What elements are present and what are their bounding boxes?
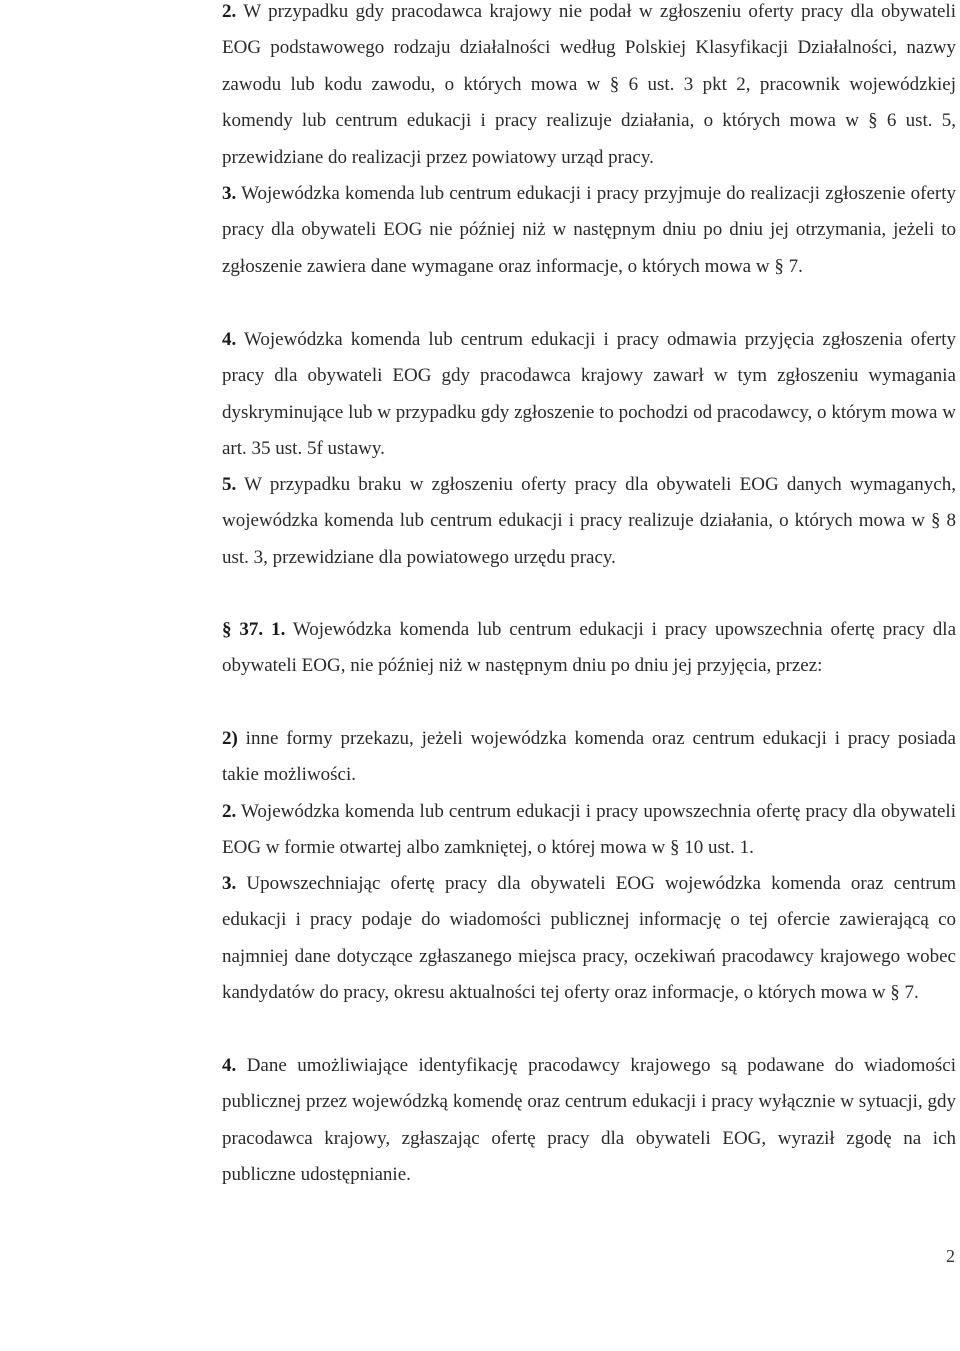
paragraph-text: Upowszechniając ofertę pracy dla obywateli EOG wojewódzka komenda oraz centrum edukacji i pracy podaje do wiadomości publicznej informację o tej ofercie zawierającą co najmniej dane dotyczące zgłaszanego miejsca pracy, oczekiwań pracodawcy krajowego wobec kandydatów do pracy, okresu aktualności tej oferty oraz informacje, o których mowa w § 7. <box>222 873 956 1004</box>
paragraph-text: W przypadku braku w zgłoszeniu oferty pracy dla obywateli EOG danych wymaganych, wojewódzka komenda lub centrum edukacji i pracy realizuje działania, o których mowa w § 8 ust. 3, przewidziane dla powiatowego urzędu pracy. <box>222 474 956 568</box>
paragraph-5 <box>222 467 956 576</box>
section-37-paragraph-1 <box>222 612 956 685</box>
paragraph-number: 4. <box>222 1055 237 1076</box>
paragraph-number: 5. <box>222 474 237 495</box>
page-number: 2 <box>946 1246 955 1266</box>
section-37-paragraph-3 <box>222 866 956 1012</box>
paragraph-text: W przypadku gdy pracodawca krajowy nie podał w zgłoszeniu oferty pracy dla obywateli EOG podstawowego rodzaju działalności według Polskiej Klasyfikacji Działalności, nazwy zawodu lub kodu zawodu, o których mowa w § 6 ust. 3 pkt 2, pracownik wojewódzkiej komendy lub centrum edukacji i pracy realizuje działania, o których mowa w § 6 ust. 5, przewidziane do realizacji przez powiatowy urząd pracy. <box>222 1 956 168</box>
item-text: inne formy przekazu, jeżeli wojewódzka komenda oraz centrum edukacji i pracy posiada takie możliwości. <box>222 728 956 786</box>
section-37-paragraph-4 <box>222 1048 956 1194</box>
paragraph-number: 3. <box>222 183 237 204</box>
paragraph-text: Wojewódzka komenda lub centrum edukacji i pracy przyjmuje do realizacji zgłoszenie oferty pracy dla obywateli EOG nie później niż w następnym dniu po dniu jej otrzymania, jeżeli to zgłoszenie zawiera dane wymagane oraz informacje, o których mowa w § 7. <box>222 183 956 277</box>
paragraph-number: 4. <box>222 329 237 350</box>
paragraph-number: 2. <box>222 801 237 822</box>
paragraph-2 <box>222 0 956 176</box>
paragraph-number: 3. <box>222 873 237 894</box>
paragraph-4 <box>222 322 956 468</box>
paragraph-number: 2. <box>222 1 237 22</box>
section-heading: § 37. 1. <box>222 619 286 640</box>
paragraph-text: Wojewódzka komenda lub centrum edukacji i pracy upowszechnia ofertę pracy dla obywateli EOG w formie otwartej albo zamkniętej, o której mowa w § 10 ust. 1. <box>222 801 956 859</box>
item-number: 2) <box>222 728 238 749</box>
paragraph-text: Wojewódzka komenda lub centrum edukacji i pracy odmawia przyjęcia zgłoszenia oferty pracy dla obywateli EOG gdy pracodawca krajowy zawarł w tym zgłoszeniu wymagania dyskryminujące lub w przypadku gdy zgłoszenie to pochodzi od pracodawcy, o którym mowa w art. 35 ust. 5f ustawy. <box>222 329 956 460</box>
section-37-paragraph-2 <box>222 794 956 867</box>
paragraph-3 <box>222 176 956 285</box>
section-37-item-2 <box>222 721 956 794</box>
paragraph-text: Dane umożliwiające identyfikację pracodawcy krajowego są podawane do wiadomości publicznej przez wojewódzką komendę oraz centrum edukacji i pracy wyłącznie w sytuacji, gdy pracodawca krajowy, zgłaszając ofertę pracy dla obywateli EOG, wyraził zgodę na ich publiczne udostępnianie. <box>222 1055 956 1186</box>
paragraph-text: Wojewódzka komenda lub centrum edukacji i pracy upowszechnia ofertę pracy dla obywateli EOG, nie później niż w następnym dniu po dniu jej przyjęcia, przez: <box>222 619 957 677</box>
